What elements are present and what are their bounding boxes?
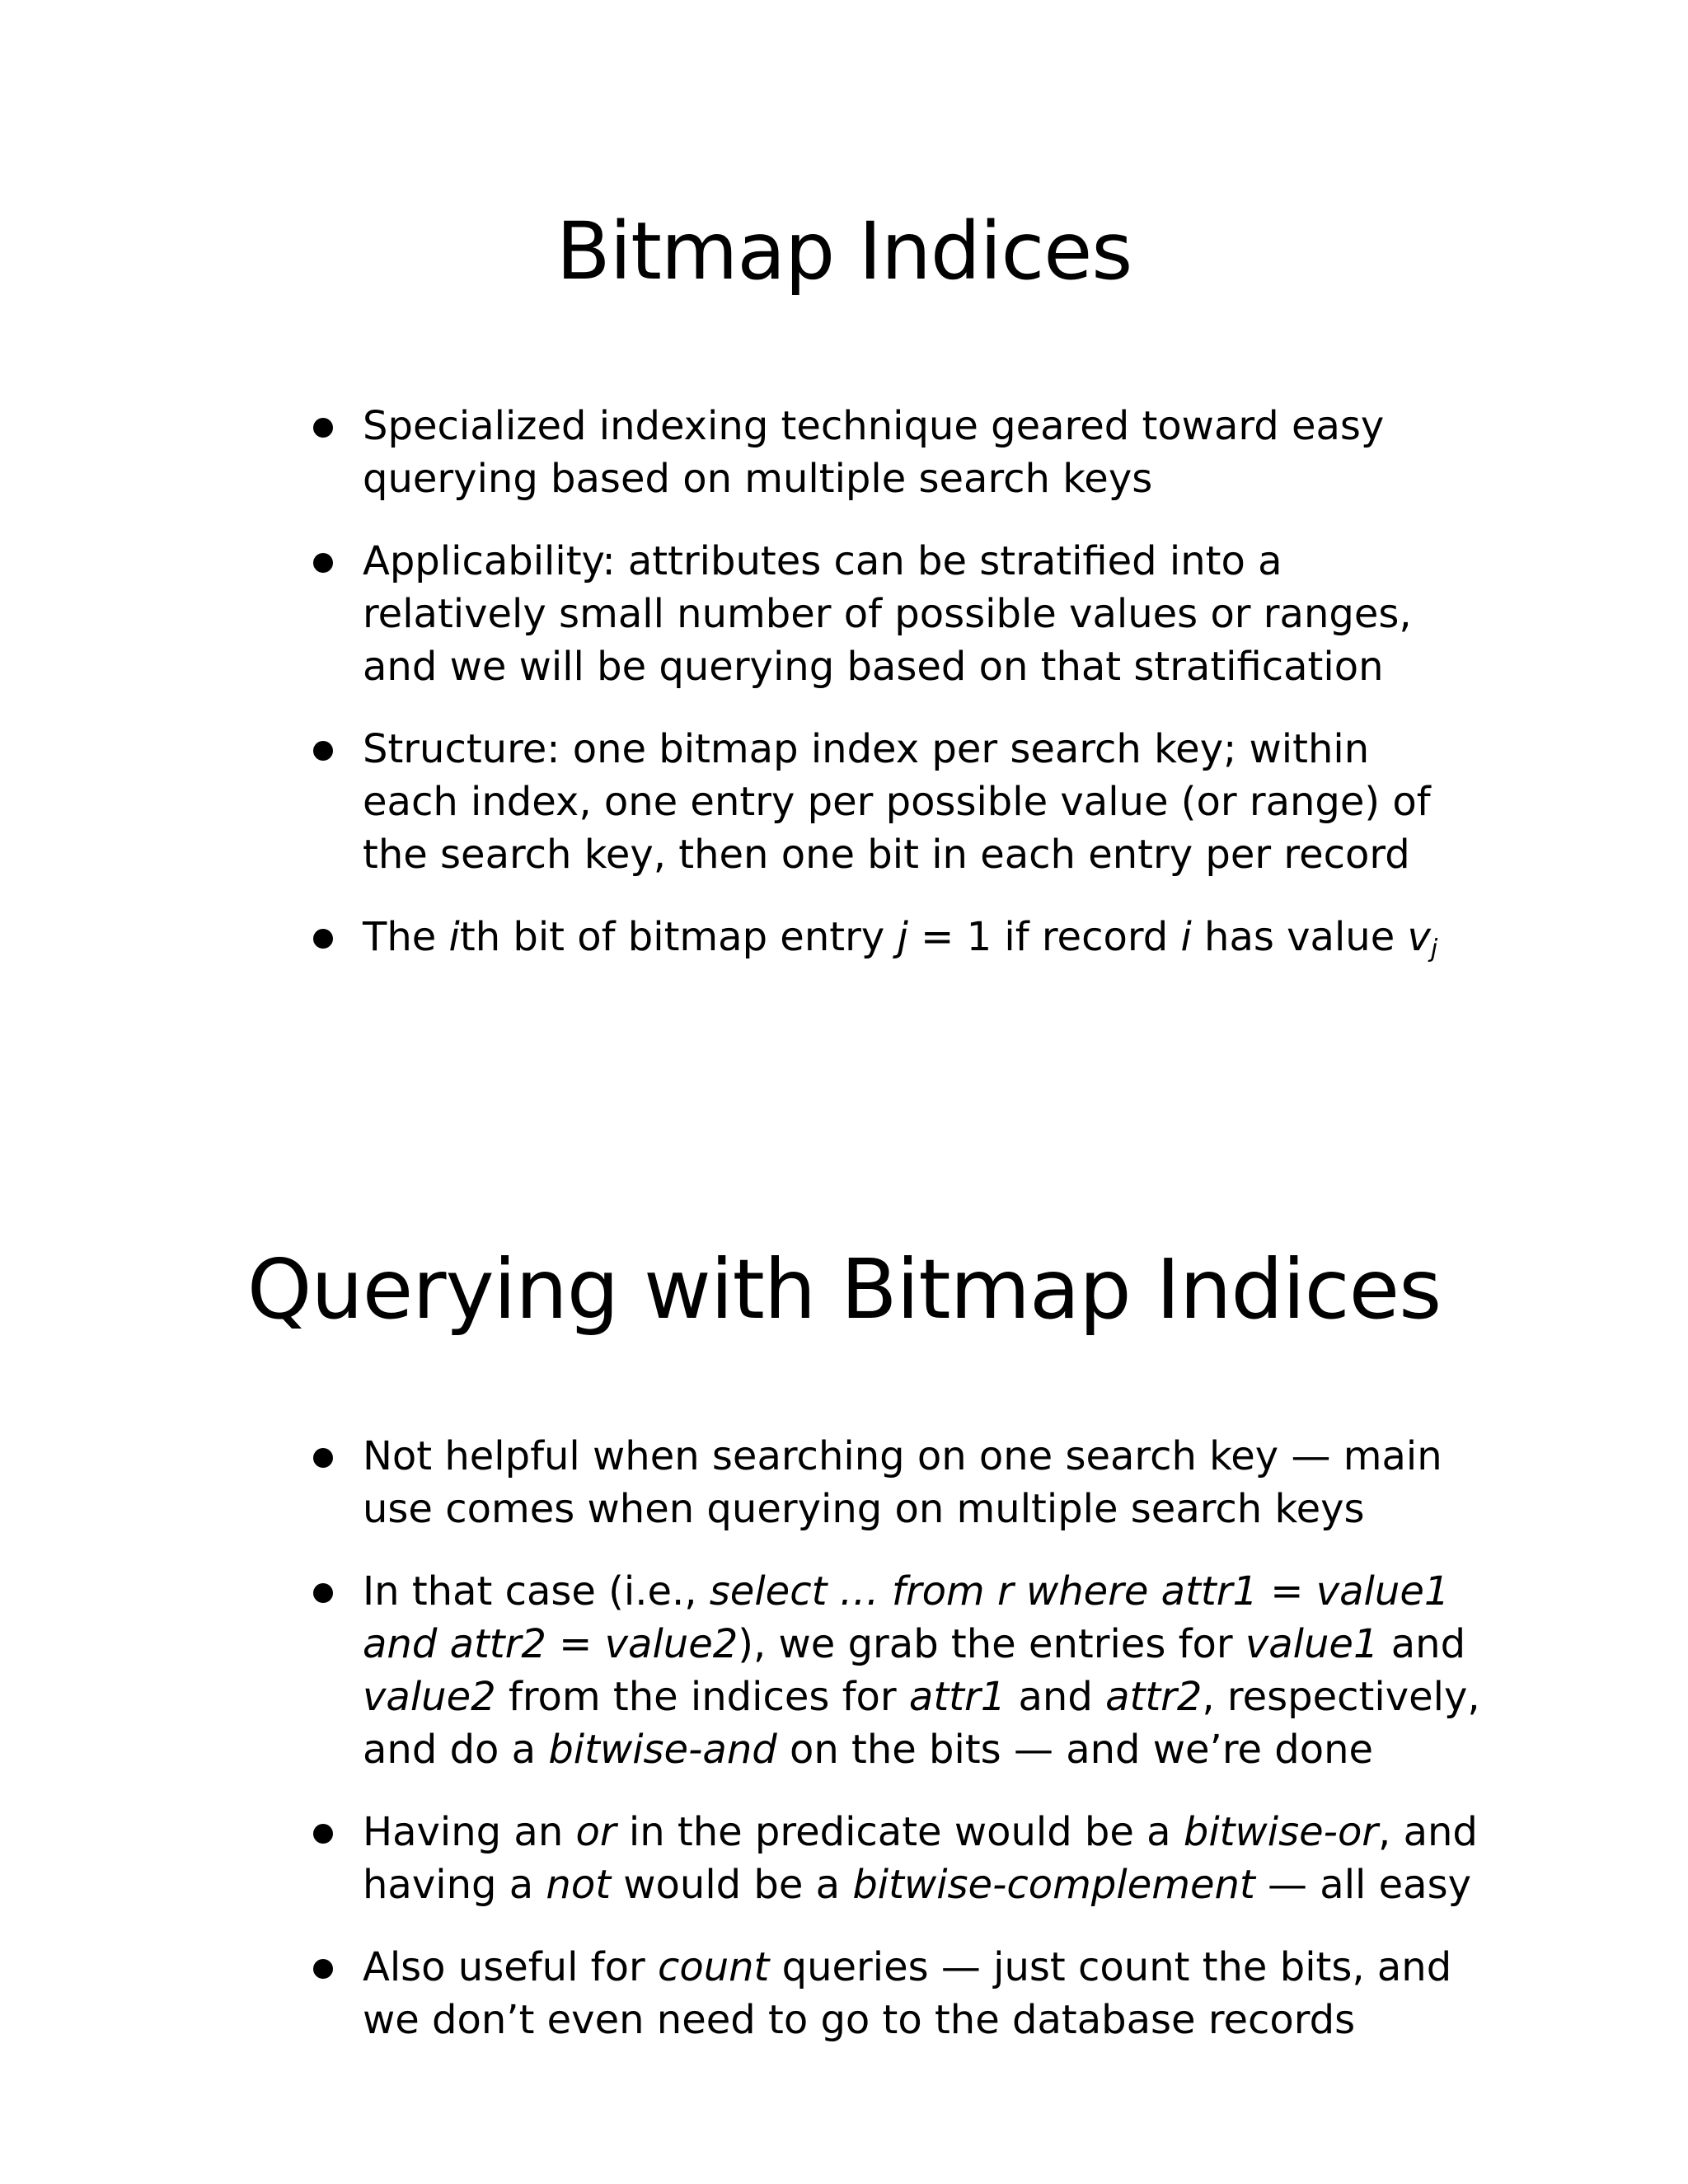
italic-text: value2 [363, 1674, 496, 1720]
text-segment: the search key, then one bit in each entry per record [363, 832, 1410, 878]
text-segment: Structure: one bitmap index per search key; within [363, 726, 1370, 772]
bullet-line [363, 1565, 1450, 1618]
italic-text: bitwise-and [548, 1727, 777, 1773]
text-segment: and we will be querying based on that stratification [363, 644, 1384, 690]
bullet-line [363, 1941, 1452, 1994]
bullet-line [363, 1806, 1478, 1858]
bullet-icon [313, 929, 333, 949]
bullet-line [363, 1483, 1408, 1535]
bullet-icon [313, 1583, 333, 1603]
text-segment: each index, one entry per possible value (or range) of [363, 779, 1431, 825]
italic-text: not [546, 1862, 612, 1908]
bullet-icon [313, 1448, 333, 1468]
text-segment: = 1 if record [907, 914, 1181, 960]
text-segment: Specialized indexing technique geared toward easy [363, 403, 1385, 449]
bullet-line [363, 776, 1431, 828]
text-segment: use comes when querying on multiple search keys [363, 1486, 1365, 1532]
bullet-item [312, 911, 1438, 963]
bullet-line [363, 828, 1408, 881]
bullet-list [312, 400, 1438, 993]
slide-title: Bitmap Indices [556, 205, 1132, 298]
bullet-line [363, 588, 1412, 640]
text-segment: we don’t even need to go to the database records [363, 1997, 1356, 2043]
bullet-icon [313, 741, 333, 761]
text-segment: relatively small number of possible values or ranges, [363, 591, 1412, 637]
bullet-icon [313, 1959, 333, 1979]
bullet-line [363, 1723, 1408, 1776]
text-segment: and [1378, 1621, 1466, 1667]
bullet-line [363, 1858, 1471, 1911]
text-segment: In that case (i.e., [363, 1568, 710, 1615]
italic-text: bitwise-or [1183, 1809, 1379, 1855]
text-segment: from the indices for [495, 1674, 909, 1720]
text-segment: The [363, 914, 449, 960]
text-segment: in the predicate would be a [616, 1809, 1184, 1855]
bullet-line [363, 535, 1408, 588]
bullet-item [312, 535, 1412, 693]
bullet-line [363, 1671, 1480, 1723]
bullet-item [312, 400, 1408, 505]
text-segment: on the bits — and we’re done [776, 1727, 1374, 1773]
text-segment: queries — just count the bits, and [769, 1944, 1452, 1990]
text-segment: would be a [611, 1862, 853, 1908]
bullet-item [312, 1806, 1478, 1911]
italic-text: or [575, 1809, 617, 1855]
bullet-item [312, 1430, 1442, 1535]
bullet-line [363, 400, 1408, 452]
bullet-line [363, 1994, 1408, 2046]
text-segment: querying based on multiple search keys [363, 456, 1153, 502]
text-segment: — all easy [1254, 1862, 1471, 1908]
text-segment: Also useful for [363, 1944, 658, 1990]
italic-text: j [1430, 935, 1438, 963]
bullet-line [363, 723, 1408, 776]
text-segment: having a [363, 1862, 546, 1908]
bullet-icon [313, 1824, 333, 1844]
text-segment: , respectively, [1202, 1674, 1480, 1720]
bullet-item [312, 723, 1431, 881]
text-segment: Not helpful when searching on one search key — main [363, 1433, 1442, 1479]
italic-text: i [448, 914, 460, 960]
text-segment: , and [1378, 1809, 1478, 1855]
text-segment: and do a [363, 1727, 549, 1773]
text-segment: Applicability: attributes can be stratified into a [363, 538, 1282, 584]
bullet-list [312, 1430, 1480, 2076]
bullet-item [312, 1565, 1480, 1776]
italic-text: attr1 [908, 1674, 1006, 1720]
bullet-item [312, 1941, 1452, 2046]
italic-text: count [657, 1944, 770, 1990]
slide-title: Querying with Bitmap Indices [246, 1241, 1442, 1338]
text-segment: th bit of bitmap entry [459, 914, 898, 960]
text-segment: Having an [363, 1809, 576, 1855]
bullet-line [363, 1430, 1442, 1483]
bullet-icon [313, 553, 333, 573]
bullet-line [363, 1618, 1466, 1671]
text-segment: ), we grab the entries for [738, 1621, 1245, 1667]
bullet-line [363, 911, 1438, 963]
italic-text: value1 [1245, 1621, 1379, 1667]
slide-querying-with-bitmap-indices [0, 1236, 1688, 2043]
italic-text: bitwise-complement [852, 1862, 1255, 1908]
italic-text: v [1407, 914, 1431, 960]
italic-text: j [897, 914, 908, 960]
slide-bitmap-indices [0, 198, 1688, 963]
text-segment: and [1006, 1674, 1106, 1720]
bullet-icon [313, 418, 333, 438]
bullet-line [363, 452, 1408, 505]
italic-text: attr2 [1105, 1674, 1203, 1720]
italic-text: and attr2 = value2 [363, 1621, 738, 1667]
text-segment: has value [1191, 914, 1408, 960]
italic-text: select … from r where attr1 = value1 [709, 1568, 1450, 1615]
italic-text: i [1180, 914, 1192, 960]
bullet-line [363, 640, 1408, 693]
